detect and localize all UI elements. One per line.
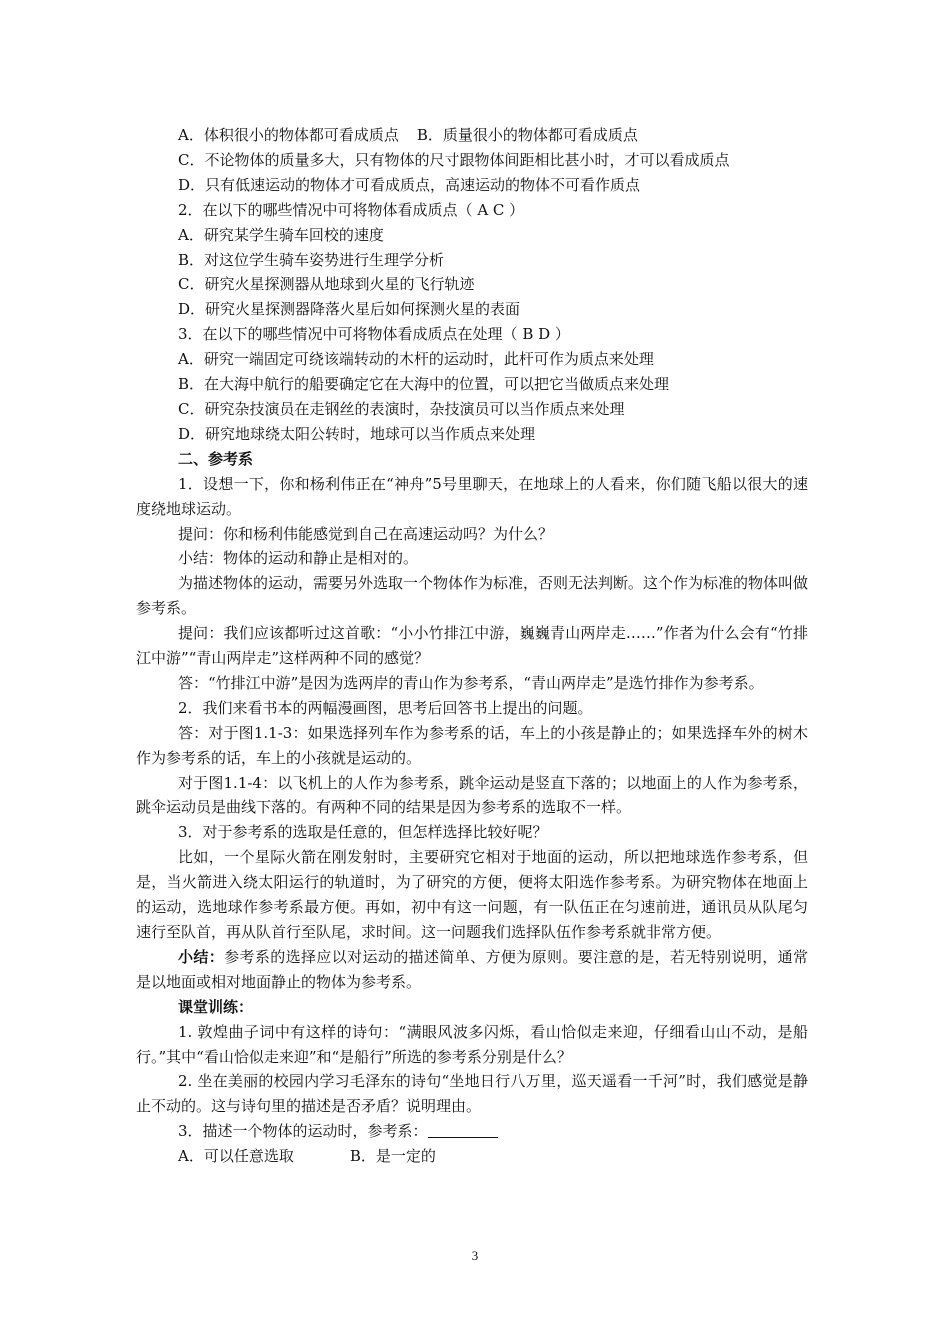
section-heading: 二、参考系 bbox=[178, 449, 254, 468]
q2-option-d: D．研究火星探测器降落火星后如何探测火星的表面 bbox=[178, 300, 521, 319]
q1-option-b: B．质量很小的物体都可看成质点 bbox=[416, 126, 638, 144]
paragraph-song-answer: 答：“竹排江中游”是因为选两岸的青山作为参考系，“青山两岸走”是选竹排作为参考系。 bbox=[178, 673, 764, 692]
paragraph-fig-1-1-3: 答：对于图1.1-3：如果选择列车作为参考系的话，车上的小孩是静止的；如果选择车外的树木作为参考系的话，车上的小孩就是运动的。 bbox=[136, 723, 808, 767]
summary-label: 小结： bbox=[178, 947, 225, 966]
summary-text: 参考系的选择应以对运动的描述简单、方便为原则。要注意的是，若无特别说明，通常是以地面或相对地面静止的物体为参考系。 bbox=[136, 947, 808, 991]
q3-option-d: D．研究地球绕太阳公转时，地球可以当作质点来处理 bbox=[178, 424, 536, 443]
paragraph-summary-relative: 小结：物体的运动和静止是相对的。 bbox=[178, 549, 419, 568]
q3-stem: 3．在以下的哪些情况中可将物体看成质点在处理（ B D ） bbox=[178, 325, 570, 344]
paragraph-definition: 为描述物体的运动，需要另外选取一个物体作为标准，否则无法判断。这个作为标准的物体叫做参考系。 bbox=[136, 574, 809, 618]
q1-option-c: C．不论物体的质量多大，只有物体的尺寸跟物体间距相比甚小时，才可以看成质点 bbox=[178, 150, 730, 169]
exercise-3-options bbox=[136, 1144, 808, 1169]
q3-option-c: C．研究杂技演员在走钢丝的表演时，杂技演员可以当作质点来处理 bbox=[178, 399, 625, 418]
q3-option-b: B．在大海中航行的船要确定它在大海中的位置，可以把它当做质点来处理 bbox=[178, 375, 670, 394]
answer-blank bbox=[428, 1123, 498, 1138]
paragraph-cartoon: 2．我们来看书本的两幅漫画图，思考后回答书上提出的问题。 bbox=[178, 698, 593, 717]
q1-option-a: A．体积很小的物体都可看成质点 bbox=[178, 126, 399, 144]
q3-option-a: A．研究一端固定可绕该端转动的木杆的运动时，此杆可作为质点来处理 bbox=[178, 350, 654, 369]
q1-option-d: D．只有低速运动的物体才可看成质点，高速运动的物体不可看作质点 bbox=[178, 175, 641, 194]
q1-options-ab bbox=[136, 123, 808, 148]
exercise-3-stem: 3．描述一个物体的运动时，参考系： bbox=[178, 1122, 428, 1141]
q2-option-a: A．研究某学生骑车回校的速度 bbox=[178, 225, 384, 244]
paragraph-fig-1-1-4: 对于图1.1-4：以飞机上的人作为参考系，跳伞运动是竖直下落的；以地面上的人作为参考系，跳伞运动员是曲线下落的。有两种不同的结果是因为参考系的选取不一样。 bbox=[136, 773, 808, 817]
paragraph-song-question: 提问：我们应该都听过这首歌：“小小竹排江中游，巍巍青山两岸走……”作者为什么会有“竹排江中游”“青山两岸走”这样两种不同的感觉？ bbox=[136, 624, 808, 668]
exercise-3-option-a: A．可以任意选取 bbox=[178, 1147, 294, 1166]
practice-heading: 课堂训练： bbox=[178, 997, 254, 1016]
document-body bbox=[136, 123, 808, 1169]
q2-option-c: C．研究火星探测器从地球到火星的飞行轨迹 bbox=[178, 275, 475, 294]
exercise-3-option-b: B．是一定的 bbox=[349, 1147, 436, 1166]
q2-option-b: B．对这位学生骑车姿势进行生理学分析 bbox=[178, 250, 445, 269]
paragraph-question: 提问：你和杨利伟能感觉到自己在高速运动吗？为什么？ bbox=[178, 524, 554, 543]
exercise-2: 2. 坐在美丽的校园内学习毛泽东的诗句“坐地日行八万里，巡天遥看一千河”时，我们感觉是静止不动的。这与诗句里的描述是否矛盾？说明理由。 bbox=[136, 1072, 808, 1116]
paragraph-rocket-example: 比如，一个星际火箭在刚发射时，主要研究它相对于地面的运动，所以把地球选作参考系，但是，当火箭进入绕太阳运行的轨道时，为了研究的方便，便将太阳选作参考系。为研究物体在地面上的运动，选地球作参考系最方便。再如，初中有这一问题，有一队伍正在匀速前进，通讯员从队尾匀速行至队首，再从队首行至队尾，求时间。这一问题我们选择队伍作参考系就非常方便。 bbox=[136, 848, 808, 941]
paragraph-summary bbox=[136, 945, 808, 995]
exercise-1: 1. 敦煌曲子词中有这样的诗句：“满眼风波多闪烁，看山恰似走来迎，仔细看山山不动，是船行。”其中“看山恰似走来迎”和“是船行”所选的参考系分别是什么？ bbox=[136, 1022, 808, 1066]
page-number: 3 bbox=[471, 1248, 479, 1263]
paragraph-1: 1．设想一下，你和杨利伟正在“神舟”5号里聊天，在地球上的人看来，你们随飞船以很大的速度绕地球运动。 bbox=[136, 474, 808, 518]
exercise-3 bbox=[136, 1119, 808, 1144]
paragraph-choice-question: 3．对于参考系的选取是任意的，但怎样选择比较好呢？ bbox=[178, 823, 548, 842]
q2-stem: 2．在以下的哪些情况中可将物体看成质点（ A C ） bbox=[178, 200, 525, 219]
